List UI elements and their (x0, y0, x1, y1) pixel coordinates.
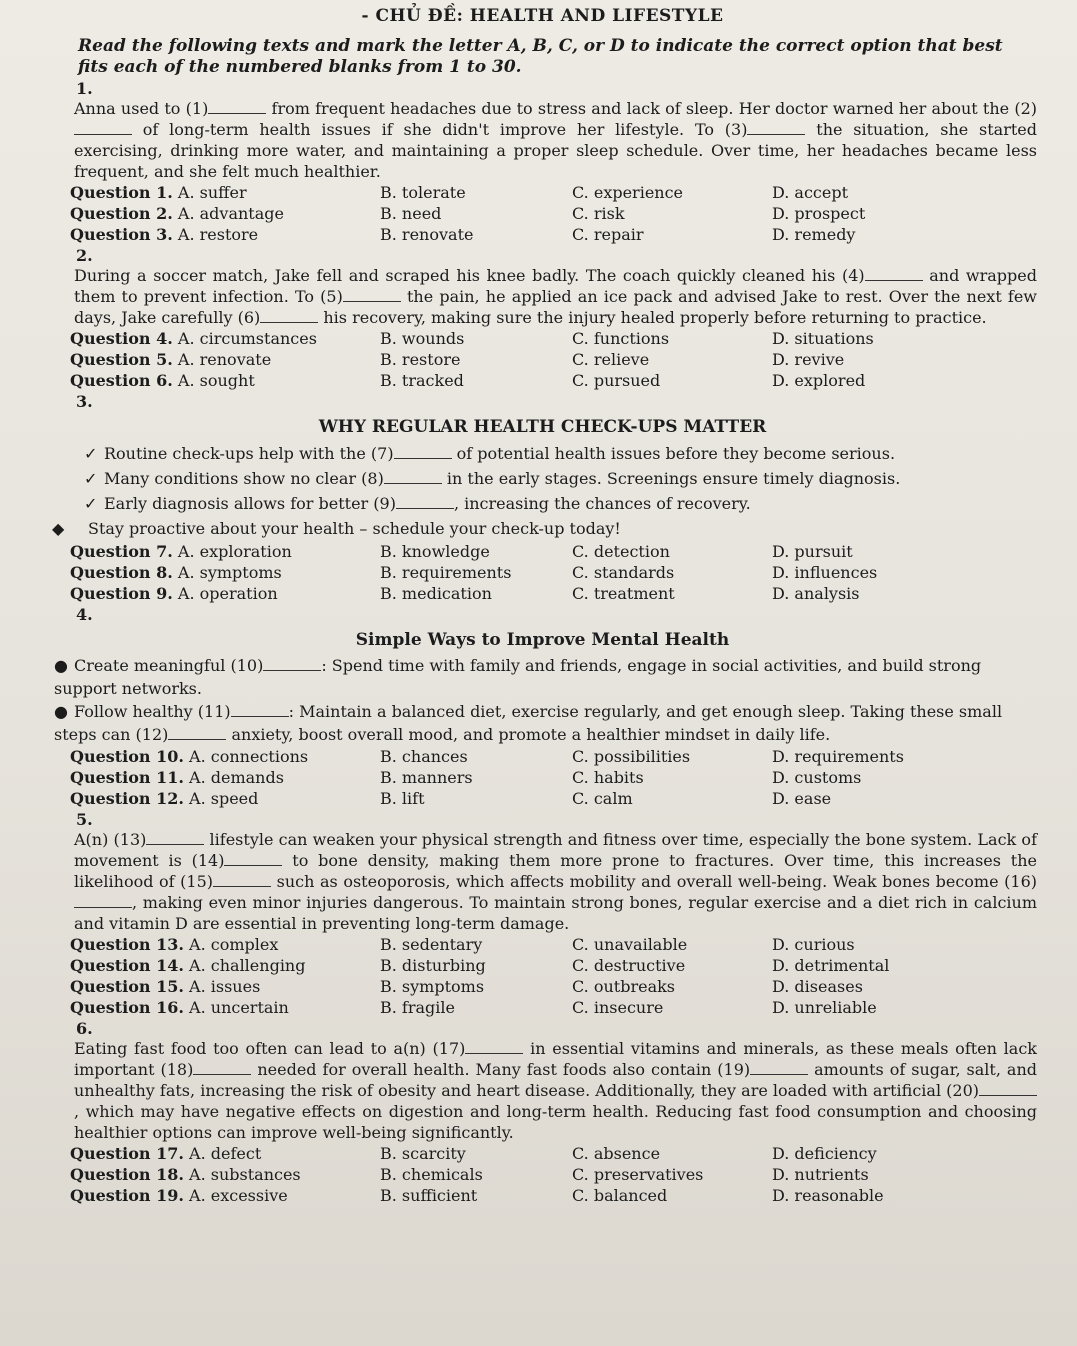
bullet-item (54, 700, 1037, 746)
option-b[interactable]: B. fragile (380, 998, 455, 1017)
option-c[interactable]: C. balanced (572, 1186, 668, 1205)
blank-18 (193, 1074, 251, 1075)
question-row (70, 562, 1037, 583)
option-c[interactable]: C. experience (572, 183, 684, 202)
option-c[interactable]: C. relieve (572, 350, 650, 369)
question-row (70, 788, 1037, 809)
bullet-text: Create meaningful (10) (74, 656, 264, 675)
option-b[interactable]: B. symptoms (380, 977, 485, 996)
checklist-text: Early diagnosis allows for better (9) (104, 494, 396, 513)
option-b[interactable]: B. manners (380, 768, 473, 787)
blank-20 (979, 1095, 1037, 1096)
option-c[interactable]: C. unavailable (572, 935, 688, 954)
option-c[interactable]: C. pursued (572, 371, 661, 390)
option-b[interactable]: B. tolerate (380, 183, 466, 202)
blank-14 (224, 865, 282, 866)
bullet-text: : Maintain a balanced diet, exercise regularly, and get enough sleep. Taking these small steps can (12) (54, 702, 1003, 744)
passage-text: amounts of sugar, salt, and unhealthy fats, increasing the risk of obesity and heart disease. Additionally, they are loaded with artificial (20) (74, 1060, 1037, 1100)
option-d[interactable]: D. curious (772, 935, 855, 954)
option-c[interactable]: C. repair (572, 225, 644, 244)
option-a[interactable]: A. substances (189, 1165, 301, 1184)
passage-text: Anna used to (1) (74, 99, 209, 118)
question-label: Question 14. (70, 956, 184, 975)
option-b[interactable]: B. chemicals (380, 1165, 483, 1184)
page-title: - CHỦ ĐỀ: HEALTH AND LIFESTYLE (361, 6, 724, 26)
option-a[interactable]: A. uncertain (189, 998, 289, 1017)
question-row (70, 1164, 1037, 1185)
option-c[interactable]: C. insecure (572, 998, 664, 1017)
option-a[interactable]: A. demands (189, 768, 284, 787)
blank-19 (750, 1074, 808, 1075)
checklist-item (84, 441, 1037, 466)
blank-4 (865, 280, 923, 281)
passage-text: During a soccer match, Jake fell and scraped his knee badly. The coach quickly cleaned his (4) (74, 266, 865, 285)
checkmark-icon: ✓ (84, 494, 98, 513)
question-label: Question 15. (70, 977, 184, 996)
question-row (70, 182, 1037, 203)
section-number: 4. (76, 605, 93, 624)
question-row (70, 328, 1037, 349)
question-lead-line (70, 328, 380, 349)
blank-9 (396, 508, 454, 509)
option-b[interactable]: B. tracked (380, 371, 464, 390)
passage-5 (74, 829, 1037, 934)
option-b[interactable]: B. chances (380, 747, 468, 766)
option-b[interactable]: B. renovate (380, 225, 474, 244)
passage-text: to bone density, making them more prone to fractures. Over time, this increases the likelihood of (15) (74, 851, 1038, 891)
option-b[interactable]: B. knowledge (380, 542, 490, 561)
question-lead-line (70, 562, 380, 583)
option-a[interactable]: A. complex (189, 935, 279, 954)
blank-3 (747, 134, 805, 135)
question-label: Question 9. (70, 584, 173, 603)
question-label: Question 11. (70, 768, 184, 787)
option-a[interactable]: A. restore (177, 225, 259, 244)
option-a[interactable]: A. symptoms (177, 563, 282, 582)
blank-10 (263, 670, 321, 671)
option-d[interactable]: D. requirements (772, 747, 904, 766)
question-row (70, 1143, 1037, 1164)
option-c[interactable]: C. habits (572, 768, 644, 787)
option-c[interactable]: C. outbreaks (572, 977, 676, 996)
option-a[interactable]: A. operation (177, 584, 278, 603)
question-lead-line (70, 746, 380, 767)
question-row (70, 203, 1037, 224)
question-label: Question 7. (70, 542, 173, 561)
question-lead-line (70, 767, 380, 788)
option-d[interactable]: D. reasonable (772, 1186, 884, 1205)
question-label: Question 17. (70, 1144, 184, 1163)
blank-11 (231, 716, 289, 717)
option-b[interactable]: B. sedentary (380, 935, 483, 954)
option-d[interactable]: D. ease (772, 789, 832, 808)
question-label: Question 2. (70, 204, 173, 223)
bullet-dot-icon: ● (54, 656, 68, 675)
option-d[interactable]: D. nutrients (772, 1165, 869, 1184)
question-lead-line (70, 182, 380, 203)
option-b[interactable]: B. need (380, 204, 442, 223)
question-lead-line (70, 541, 380, 562)
question-lead-line (70, 976, 380, 997)
question-label: Question 4. (70, 329, 173, 348)
question-row (70, 583, 1037, 604)
passage-text: , which may have negative effects on digestion and long-term health. Reducing fast food consumption and choosing healthier options can improve well-being significantly. (74, 1102, 1037, 1142)
question-lead-line (70, 955, 380, 976)
question-label: Question 18. (70, 1165, 184, 1184)
question-label: Question 8. (70, 563, 173, 582)
bullet-text: : Spend time with family and friends, engage in social activities, and build strong support networks. (54, 656, 982, 698)
passage-1 (74, 98, 1037, 182)
question-label: Question 12. (70, 789, 184, 808)
blank-16 (74, 907, 132, 908)
option-d[interactable]: D. detrimental (772, 956, 890, 975)
blank-15 (213, 886, 271, 887)
option-d[interactable]: D. revive (772, 350, 845, 369)
question-row (70, 767, 1037, 788)
option-c[interactable]: C. functions (572, 329, 670, 348)
question-lead-line (70, 1185, 380, 1206)
passage-text: the pain, he applied an ice pack and advised Jake to rest. Over the next few days, Jake carefully (6) (74, 287, 1037, 327)
option-a[interactable]: A. speed (189, 789, 259, 808)
option-c[interactable]: C. detection (572, 542, 670, 561)
question-lead-line (70, 349, 380, 370)
option-d[interactable]: D. accept (772, 183, 849, 202)
checkmark-icon: ✓ (84, 469, 98, 488)
option-c[interactable]: C. treatment (572, 584, 675, 603)
option-a[interactable]: A. suffer (177, 183, 247, 202)
checklist-text: in the early stages. Screenings ensure timely diagnosis. (441, 469, 901, 488)
passage-text: lifestyle can weaken your physical strength and fitness over time, especially the bone system. Lack of movement is (14) (74, 830, 1037, 870)
question-lead-line (70, 788, 380, 809)
call-to-action: Stay proactive about your health – schedule your check-up today! (88, 519, 621, 538)
option-b[interactable]: B. restore (380, 350, 461, 369)
option-b[interactable]: B. sufficient (380, 1186, 478, 1205)
option-a[interactable]: A. challenging (189, 956, 306, 975)
question-row (70, 541, 1037, 562)
passage-text: and wrapped them to prevent infection. To (5) (74, 266, 1037, 306)
blank-8 (384, 483, 442, 484)
question-label: Question 3. (70, 225, 173, 244)
question-row (70, 370, 1037, 391)
question-label: Question 1. (70, 183, 173, 202)
question-row (70, 224, 1037, 245)
passage-text: needed for overall health. Many fast foods also contain (19) (251, 1060, 751, 1079)
question-lead-line (70, 997, 380, 1018)
option-d[interactable]: D. deficiency (772, 1144, 877, 1163)
option-a[interactable]: A. issues (189, 977, 261, 996)
section-heading: WHY REGULAR HEALTH CHECK-UPS MATTER (318, 417, 767, 437)
option-a[interactable]: A. defect (189, 1144, 262, 1163)
option-d[interactable]: D. explored (772, 371, 866, 390)
question-label: Question 16. (70, 998, 184, 1017)
option-d[interactable]: D. influences (772, 563, 878, 582)
diamond-bullet-icon: ◆ (52, 519, 65, 538)
option-b[interactable]: B. disturbing (380, 956, 486, 975)
passage-text: , making even minor injuries dangerous. To maintain strong bones, regular exercise and a diet rich in calcium and vitamin D are essential in preventing long-term damage. (74, 893, 1037, 933)
bullet-text: anxiety, boost overall mood, and promote a healthier mindset in daily life. (226, 725, 831, 744)
checklist-text: , increasing the chances of recovery. (453, 494, 751, 513)
passage-text: his recovery, making sure the injury healed properly before returning to practice. (318, 308, 987, 327)
question-label: Question 5. (70, 350, 173, 369)
question-label: Question 6. (70, 371, 173, 390)
option-c[interactable]: C. standards (572, 563, 675, 582)
option-d[interactable]: D. customs (772, 768, 862, 787)
section-number: 1. (76, 79, 93, 98)
section-heading: Simple Ways to Improve Mental Health (355, 630, 730, 650)
option-a[interactable]: A. excessive (189, 1186, 288, 1205)
option-c[interactable]: C. absence (572, 1144, 661, 1163)
option-c[interactable]: C. destructive (572, 956, 686, 975)
bullet-item (54, 654, 1037, 700)
blank-1 (208, 113, 266, 114)
option-b[interactable]: B. scarcity (380, 1144, 466, 1163)
option-b[interactable]: B. medication (380, 584, 492, 603)
checklist-text: Routine check-ups help with the (7) (104, 444, 394, 463)
checkmark-icon: ✓ (84, 444, 98, 463)
question-label: Question 10. (70, 747, 184, 766)
option-c[interactable]: C. calm (572, 789, 633, 808)
blank-5 (343, 301, 401, 302)
question-row (70, 976, 1037, 997)
option-d[interactable]: D. unreliable (772, 998, 877, 1017)
passage-text: A(n) (13) (74, 830, 147, 849)
passage-text: in essential vitamins and minerals, as these meals often lack important (18) (74, 1039, 1037, 1079)
checklist-text: of potential health issues before they become serious. (451, 444, 896, 463)
option-d[interactable]: D. diseases (772, 977, 863, 996)
blank-17 (465, 1053, 523, 1054)
section-number: 2. (76, 246, 93, 265)
passage-text: Eating fast food too often can lead to a(n) (17) (74, 1039, 466, 1058)
option-a[interactable]: A. exploration (177, 542, 292, 561)
option-c[interactable]: C. possibilities (572, 747, 691, 766)
question-row (70, 349, 1037, 370)
option-c[interactable]: C. risk (572, 204, 625, 223)
option-a[interactable]: A. connections (189, 747, 309, 766)
checklist-item (52, 516, 1037, 541)
option-a[interactable]: A. renovate (177, 350, 272, 369)
passage-2 (74, 265, 1037, 328)
option-a[interactable]: A. advantage (177, 204, 284, 223)
checklist-item (84, 466, 1037, 491)
option-d[interactable]: D. situations (772, 329, 874, 348)
blank-12 (168, 739, 226, 740)
question-row (70, 997, 1037, 1018)
checklist-item (84, 491, 1037, 516)
instructions: Read the following texts and mark the letter A, B, C, or D to indicate the correct option that best fits each of the numbered blanks from 1 to 30. (78, 36, 1003, 77)
blank-13 (146, 844, 204, 845)
section-number: 5. (76, 810, 93, 829)
option-d[interactable]: D. analysis (772, 584, 860, 603)
question-lead-line (70, 1143, 380, 1164)
question-label: Question 19. (70, 1186, 184, 1205)
question-lead-line (70, 583, 380, 604)
question-lead-line (70, 1164, 380, 1185)
passage-text: of long-term health issues if she didn't improve her lifestyle. To (3) (132, 120, 748, 139)
passage-text: such as osteoporosis, which affects mobility and overall well-being. Weak bones become (16) (271, 872, 1038, 891)
section-number: 6. (76, 1019, 93, 1038)
question-lead-line (70, 370, 380, 391)
passage-text: the situation, she started exercising, drinking more water, and maintaining a proper sleep schedule. Over time, her headaches became less frequent, and she felt much healthier. (74, 120, 1037, 181)
option-b[interactable]: B. wounds (380, 329, 465, 348)
question-row (70, 934, 1037, 955)
option-c[interactable]: C. preservatives (572, 1165, 704, 1184)
question-row (70, 955, 1037, 976)
question-row (70, 1185, 1037, 1206)
question-lead-line (70, 224, 380, 245)
checklist-text: Many conditions show no clear (8) (104, 469, 384, 488)
section-number: 3. (76, 392, 93, 411)
passage-6 (74, 1038, 1037, 1143)
option-a[interactable]: A. sought (177, 371, 255, 390)
option-b[interactable]: B. requirements (380, 563, 512, 582)
question-label: Question 13. (70, 935, 184, 954)
blank-7 (394, 458, 452, 459)
option-d[interactable]: D. prospect (772, 204, 866, 223)
question-lead-line (70, 203, 380, 224)
option-d[interactable]: D. remedy (772, 225, 856, 244)
option-b[interactable]: B. lift (380, 789, 425, 808)
bullet-text: Follow healthy (11) (74, 702, 231, 721)
option-d[interactable]: D. pursuit (772, 542, 853, 561)
blank-2 (74, 134, 132, 135)
blank-6 (260, 322, 318, 323)
option-a[interactable]: A. circumstances (177, 329, 317, 348)
bullet-dot-icon: ● (54, 702, 68, 721)
passage-text: from frequent headaches due to stress and lack of sleep. Her doctor warned her about the (2) (266, 99, 1037, 118)
question-row (70, 746, 1037, 767)
question-lead-line (70, 934, 380, 955)
